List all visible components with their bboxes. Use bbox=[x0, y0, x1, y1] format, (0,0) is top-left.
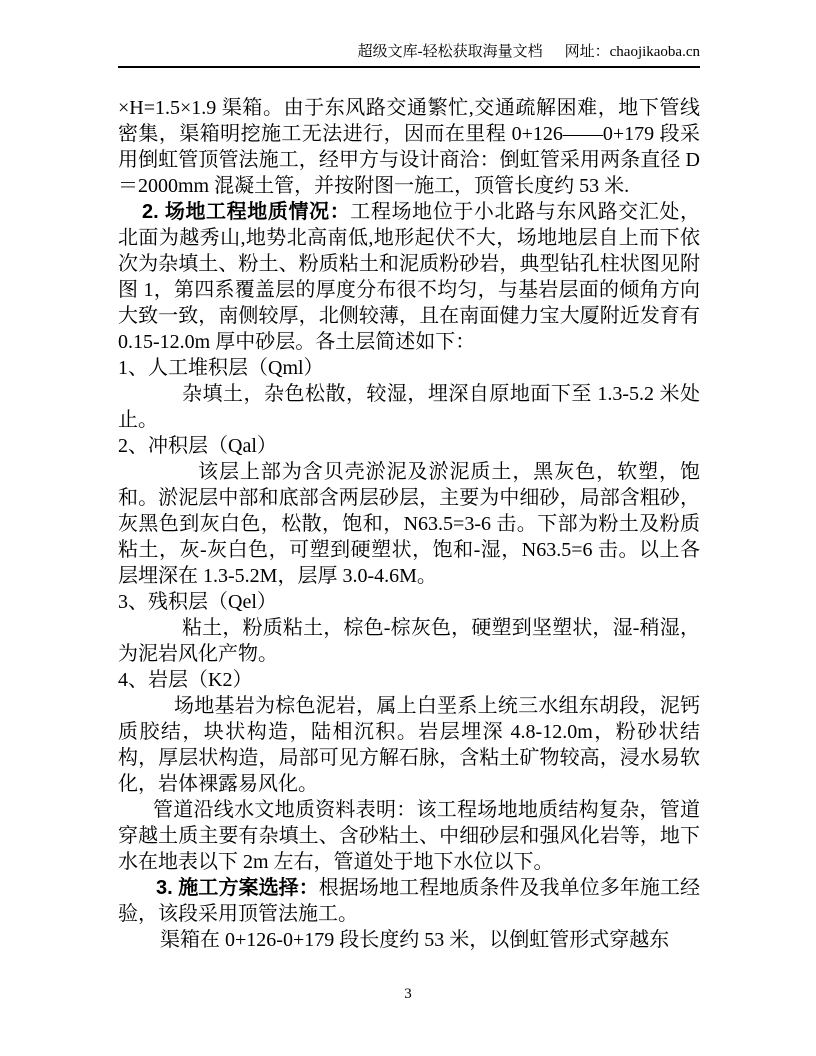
page-footer bbox=[0, 986, 816, 1003]
paragraph-text: 杂填土，杂色松散，较湿，埋深自原地面下至 1.3-5.2 米处止。 bbox=[118, 383, 700, 431]
layer-description-rock bbox=[118, 693, 700, 797]
paragraph-text: 管道沿线水文地质资料表明：该工程场地地质结构复杂，管道穿越土质主要有杂填土、含砂粘土、中细砂层和强风化岩等，地下水在地表以下 2m 左右，管道处于地下水位以下。 bbox=[118, 799, 700, 873]
layer-heading-alluvium bbox=[118, 433, 700, 459]
paragraph-text: ×H=1.5×1.9 渠箱。由于东风路交通繁忙,交通疏解困难，地下管线密集，渠箱明挖施工无法进行，因而在里程 0+126——0+179 段采用倒虹管顶管法施工，经甲方与设计商洽：倒虹管采用两条直径 D＝2000mm 混凝土管，并按附图一施工，顶管长度约 53 米. bbox=[118, 97, 700, 197]
paragraph-text: 渠箱在 0+126-0+179 段长度约 53 米，以倒虹管形式穿越东 bbox=[160, 929, 670, 951]
header-url: chaojikaoba.cn bbox=[609, 44, 700, 60]
paragraph-text: 4、岩层（K2） bbox=[118, 669, 253, 691]
paragraph-hydrogeology bbox=[118, 797, 700, 875]
layer-description-fill bbox=[118, 381, 700, 433]
layer-heading-rock bbox=[118, 667, 700, 693]
paragraph-text: 该层上部为含贝壳淤泥及淤泥质土，黑灰色，软塑，饱和。淤泥层中部和底部含两层砂层，主要为中细砂，局部含粗砂，灰黑色到灰白色，松散，饱和，N63.5=3-6 击。下部为粉土及粉质粘土，灰-灰白色，可塑到硬塑状，饱和-湿，N63.5=6 击。以上各层埋深在 1.3-5.2M，层厚 3.0-4.6M。 bbox=[118, 461, 700, 587]
paragraph-section-2-geology bbox=[118, 199, 700, 355]
section-heading: 3. 施工方案选择： bbox=[156, 877, 319, 899]
paragraph-section-3-method bbox=[118, 875, 700, 927]
paragraph-text: 场地基岩为棕色泥岩，属上白垩系上统三水组东胡段，泥钙质胶结，块状构造，陆相沉积。岩层埋深 4.8-12.0m，粉砂状结构，厚层状构造，局部可见方解石脉，含粘土矿物较高，浸水易软化，岩体裸露易风化。 bbox=[118, 695, 700, 795]
page-header bbox=[118, 42, 700, 62]
paragraph-text: 3、残积层（Qel） bbox=[118, 591, 277, 613]
header-site-text: 超级文库-轻松获取海量文档 bbox=[357, 44, 543, 60]
header-url-label: 网址： bbox=[564, 44, 610, 60]
layer-description-residual bbox=[118, 615, 700, 667]
paragraph-text: 粘土，粉质粘土，棕色-棕灰色，硬塑到坚塑状，湿-稍湿，为泥岩风化产物。 bbox=[118, 617, 700, 665]
page-number: 3 bbox=[404, 986, 412, 1002]
paragraph-text: 工程场地位于小北路与东风路交汇处，北面为越秀山,地势北高南低,地形起伏不大，场地地层自上而下依次为杂填土、粉土、粉质粘土和泥质粉砂岩，典型钻孔柱状图见附图 1，第四系覆盖层的厚度分布很不均匀，与基岩层面的倾角方向大致一致，南侧较厚，北侧较薄，且在南面健力宝大厦附近发育有 0.15-12.0m 厚中砂层。各土层简述如下： bbox=[118, 201, 700, 353]
paragraph-text: 1、人工堆积层（Qml） bbox=[118, 357, 324, 379]
layer-heading-residual bbox=[118, 589, 700, 615]
layer-heading-fill bbox=[118, 355, 700, 381]
paragraph-text: 2、冲积层（Qal） bbox=[118, 435, 277, 457]
header-divider bbox=[118, 66, 700, 68]
paragraph-text: 根据场地工程地质条件及我单位多年施工经验，该段采用顶管法施工。 bbox=[118, 877, 700, 925]
section-heading: 2. 场地工程地质情况： bbox=[142, 201, 351, 223]
layer-description-alluvium bbox=[118, 459, 700, 589]
document-body bbox=[118, 95, 700, 953]
paragraph-continuation bbox=[118, 95, 700, 199]
paragraph-channel-box bbox=[118, 927, 700, 953]
